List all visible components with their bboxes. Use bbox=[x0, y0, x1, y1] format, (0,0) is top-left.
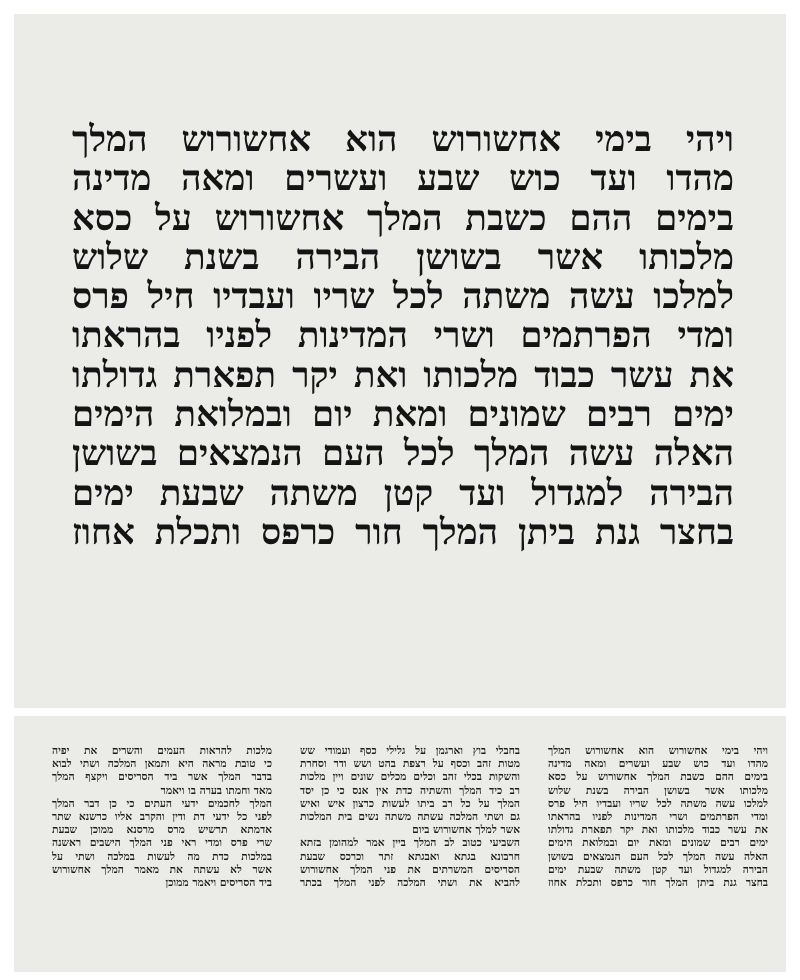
text-line: ומדי הפרתמים ושרי המדינות לפניו בהראתו bbox=[72, 315, 734, 357]
scroll-section-photo bbox=[14, 14, 786, 708]
column-line: מטות זהב וכסף על רצפת בהט ושש ודר וסחרת bbox=[300, 758, 520, 771]
megillah-text-block bbox=[72, 120, 734, 552]
column-line: ויהי בימי אחשורוש הוא אחשורוש המלך bbox=[548, 745, 768, 757]
scroll-strip-photo bbox=[14, 716, 786, 972]
column-line: חרבונא בגתא ואבגתא זתר וכרכס שבעת bbox=[300, 850, 520, 863]
text-line: האלה עשה המלך לכל העם הנמצאים בשושן bbox=[72, 433, 734, 475]
column-line: הבירה למגדול ועד קטן משתה שבעת ימים bbox=[548, 863, 768, 876]
column-line: אדמתא תרשיש מרס מרסנא ממוכן שבעת bbox=[52, 824, 272, 837]
column-line: אשר למלך אחשורוש ביום bbox=[412, 824, 520, 837]
text-column-left bbox=[52, 745, 272, 890]
column-line: בימים ההם כשבת המלך אחשורוש על כסא bbox=[548, 771, 768, 784]
column-line: אשר לא עשתה את מאמר המלך אחשורוש bbox=[52, 863, 272, 876]
column-line: והשקות בכלי זהב וכלים מכלים שונים ויין מלכות bbox=[300, 771, 520, 784]
column-line: בחצר גנת ביתן המלך חור כרפס ותכלת אחוז bbox=[548, 877, 768, 890]
column-line: את עשר כבוד מלכותו ואת יקר תפארת גדולתו bbox=[548, 824, 768, 837]
column-line: ומדי הפרתמים ושרי המדינות לפניו בהראתו bbox=[548, 811, 768, 824]
column-line: המלך על כל רב ביתו לעשות כרצון איש ואיש bbox=[300, 797, 520, 810]
text-line: ימים רבים שמונים ומאת יום ובמלואת הימים bbox=[72, 394, 734, 436]
text-line: בימים ההם כשבת המלך אחשורוש על כסא bbox=[72, 197, 734, 239]
column-line: למלכו עשה משתה לכל שריו ועבדיו חיל פרס bbox=[548, 797, 768, 810]
column-line: השביעי כטוב לב המלך ביין אמר למהומן בזתא bbox=[300, 837, 520, 850]
column-line: האלה עשה המלך לכל העם הנמצאים בשושן bbox=[548, 850, 768, 863]
text-column-middle bbox=[300, 745, 520, 890]
text-line: ויהי בימי אחשורוש הוא אחשורוש המלך bbox=[72, 119, 734, 160]
column-line: בדבר המלך אשר ביד הסריסים ויקצף המלך bbox=[52, 771, 272, 784]
text-line: בחצר גנת ביתן המלך חור כרפס ותכלת אחוז bbox=[72, 511, 734, 553]
column-line: לפני כל ידעי דת ודין והקרב אליו כרשנא שתר bbox=[52, 811, 272, 824]
column-line: כי טובת מראה היא ותמאן המלכה ושתי לבוא bbox=[52, 758, 272, 771]
column-line: המלך לחכמים ידעי העתים כי כן דבר המלך bbox=[52, 797, 272, 810]
column-line: מהדו ועד כוש שבע ועשרים ומאה מדינה bbox=[548, 758, 768, 771]
text-line: מהדו ועד כוש שבע ועשרים ומאה מדינה bbox=[72, 158, 734, 200]
column-line: במלכות כדת מה לעשות במלכה ושתי על bbox=[52, 850, 272, 863]
text-line: מלכותו אשר בשושן הבירה בשנת שלוש bbox=[72, 236, 734, 278]
column-line: מלכותו אשר בשושן הבירה בשנת שלוש bbox=[548, 784, 768, 797]
column-line: גם ושתי המלכה עשתה משתה נשים בית המלכות bbox=[300, 811, 520, 824]
column-line: ביד הסריסים ויאמר ממוכן bbox=[165, 877, 272, 890]
column-line: הסריסים המשרתים את פני המלך אחשורוש bbox=[300, 863, 520, 876]
column-line: להביא את ושתי המלכה לפני המלך בכתר bbox=[300, 877, 520, 890]
column-line: ימים רבים שמונים ומאת יום ובמלואת הימים bbox=[548, 837, 768, 850]
text-line: הבירה למגדול ועד קטן משתה שבעת ימים bbox=[72, 472, 734, 514]
column-line: מלכות להראות העמים והשרים את יפיה bbox=[52, 745, 272, 757]
column-line: מאד וחמתו בערה בו ויאמר bbox=[160, 784, 272, 797]
column-line: רב כיד המלך והשתיה כדת אין אנס כי כן יסד bbox=[300, 784, 520, 797]
column-line: בחבלי בוץ וארגמן על גלילי כסף ועמודי שש bbox=[300, 745, 520, 757]
text-column-right bbox=[548, 745, 768, 890]
column-line: שרי פרס ומדי ראי פני המלך הישבים ראשנה bbox=[52, 837, 272, 850]
text-line: את עשר כבוד מלכותו ואת יקר תפארת גדולתו bbox=[72, 354, 734, 396]
text-line: למלכו עשה משתה לכל שריו ועבדיו חיל פרס bbox=[72, 276, 734, 318]
